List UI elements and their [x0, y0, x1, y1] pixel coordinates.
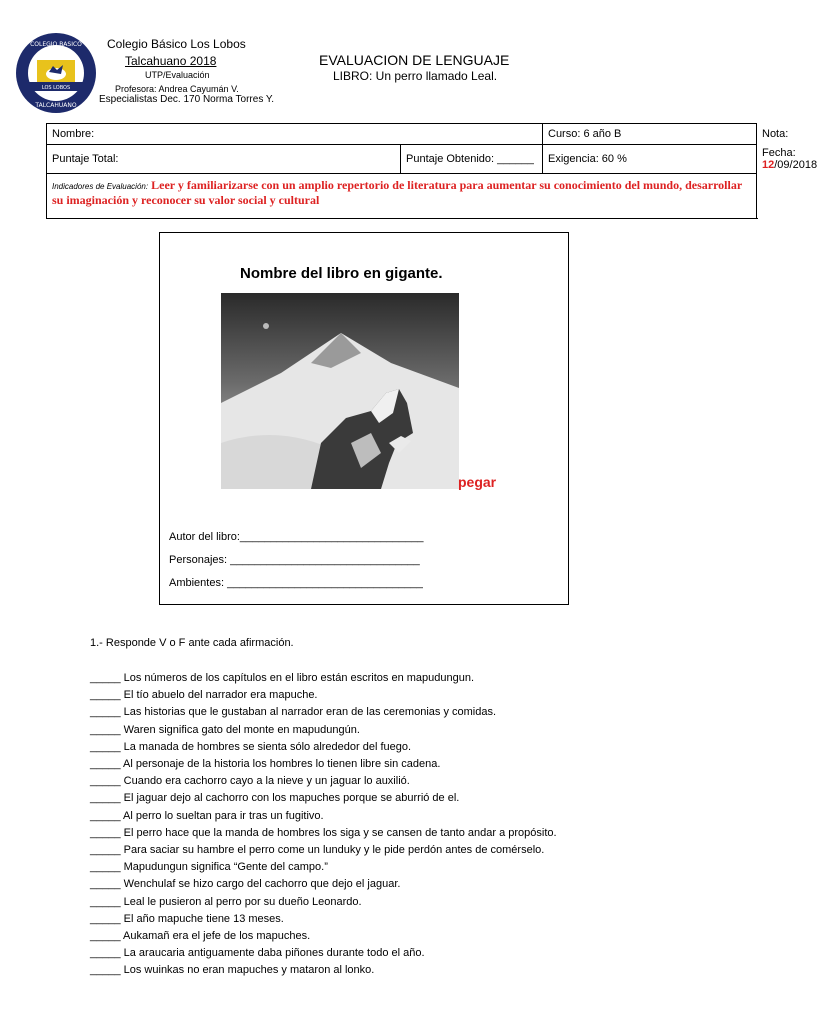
question-item[interactable]: _____ Waren significa gato del monte en mapudungún.	[90, 723, 360, 736]
question-item[interactable]: _____ El jaguar dejo al cachorro con los mapuches porque se aburrió de el.	[90, 792, 460, 805]
paste-label: pegar	[458, 474, 497, 490]
indicators-cell	[47, 174, 757, 219]
book-box-title: Nombre del libro en gigante.	[240, 265, 443, 282]
question-item[interactable]: _____ El perro hace que la manda de hombres los siga y se cansen de tanto andar a propósito.	[90, 826, 557, 839]
question-item[interactable]: _____ Para saciar su hambre el perro come un lunduky y le pide perdón antes de comérselo.	[90, 844, 545, 857]
author-field[interactable]: Autor del libro:______________________________	[169, 531, 424, 543]
name-field[interactable]: Nombre:	[47, 124, 543, 145]
question-item[interactable]: _____ La manada de hombres se sienta sólo alrededor del fuego.	[90, 740, 412, 753]
obtained-score-field[interactable]: Puntaje Obtenido: ______	[401, 145, 543, 174]
question-item[interactable]: _____ La araucaria antiguamente daba piñones durante todo el año.	[90, 947, 425, 960]
date-rest: /09/2018	[774, 159, 817, 171]
teacher: Profesora: Andrea Cayumán V.	[115, 84, 239, 94]
city-year: Talcahuano 2018	[125, 54, 217, 68]
question-item[interactable]: _____ Wenchulaf se hizo cargo del cachorro que dejo el jaguar.	[90, 878, 401, 891]
school-logo-icon	[15, 32, 97, 114]
logo-text-bottom: TALCAHUANO	[35, 102, 77, 109]
logo-text-top: COLEGIO BASICO	[30, 41, 82, 48]
question-item[interactable]: _____ Mapudungun significa “Gente del campo.”	[90, 861, 328, 874]
total-score-field: Puntaje Total:	[47, 145, 401, 174]
question-item[interactable]: _____ Al perro lo sueltan para ir tras un fugitivo.	[90, 809, 324, 822]
characters-field[interactable]: Personajes: _______________________________	[169, 554, 420, 566]
questions-list	[90, 670, 557, 980]
indicators-label: Indicadores de Evaluación:	[52, 182, 149, 191]
school-name: Colegio Básico Los Lobos	[107, 37, 246, 51]
settings-field[interactable]: Ambientes: ________________________________	[169, 577, 423, 589]
book-line: LIBRO: Un perro llamado Leal.	[333, 69, 498, 83]
date-label: Fecha:	[762, 147, 796, 159]
logo-text-mid: LOS LOBOS	[41, 85, 71, 91]
date-day: 12	[762, 159, 775, 171]
question-item[interactable]: _____ Los wuinkas no eran mapuches y mataron al lonko.	[90, 964, 375, 977]
question-item[interactable]: _____ Aukamañ era el jefe de los mapuches.	[90, 930, 311, 943]
howling-wolf-image	[221, 293, 459, 489]
question-item[interactable]: _____ Los números de los capítulos en el libro están escritos en mapudungun.	[90, 672, 475, 684]
student-info-table: Nombre: Curso: 6 año B Nota: Puntaje Total: Puntaje Obtenido: ______ Exigencia: 60 % Fecha: 12/09/2018 Indicadores de Evaluación: Leer y familiarizarse con un amplio repertorio de literatura para aumentar su conocimiento del mundo, desarrollar su imaginación y reconocer su valor social y cultural	[46, 123, 757, 219]
question-item[interactable]: _____ Al personaje de la historia los hombres lo tienen libre sin cadena.	[90, 758, 441, 771]
specialists: Especialistas Dec. 170 Norma Torres Y.	[99, 94, 275, 105]
question-item[interactable]: _____ Cuando era cachorro cayo a la nieve y un jaguar lo auxilió.	[90, 775, 410, 788]
indicators-text: Leer y familiarizarse con un amplio repertorio de literatura para aumentar su conocimiento del mundo, desarrollar su imaginación y reconocer su valor social y cultural	[52, 178, 742, 207]
course-field: Curso: 6 año B	[543, 124, 757, 145]
question-item[interactable]: _____ Las historias que le gustaban al narrador eran de las ceremonias y comidas.	[90, 706, 497, 719]
department: UTP/Evaluación	[145, 70, 210, 80]
exam-title: EVALUACION DE LENGUAJE	[319, 52, 510, 68]
question-item[interactable]: _____ El tío abuelo del narrador era mapuche.	[90, 689, 318, 702]
requirement-field: Exigencia: 60 %	[543, 145, 757, 174]
question-item[interactable]: _____ Leal le pusieron al perro por su dueño Leonardo.	[90, 895, 362, 908]
question-item[interactable]: _____ El año mapuche tiene 13 meses.	[90, 912, 284, 925]
questions-intro: 1.- Responde V o F ante cada afirmación.	[90, 637, 294, 649]
